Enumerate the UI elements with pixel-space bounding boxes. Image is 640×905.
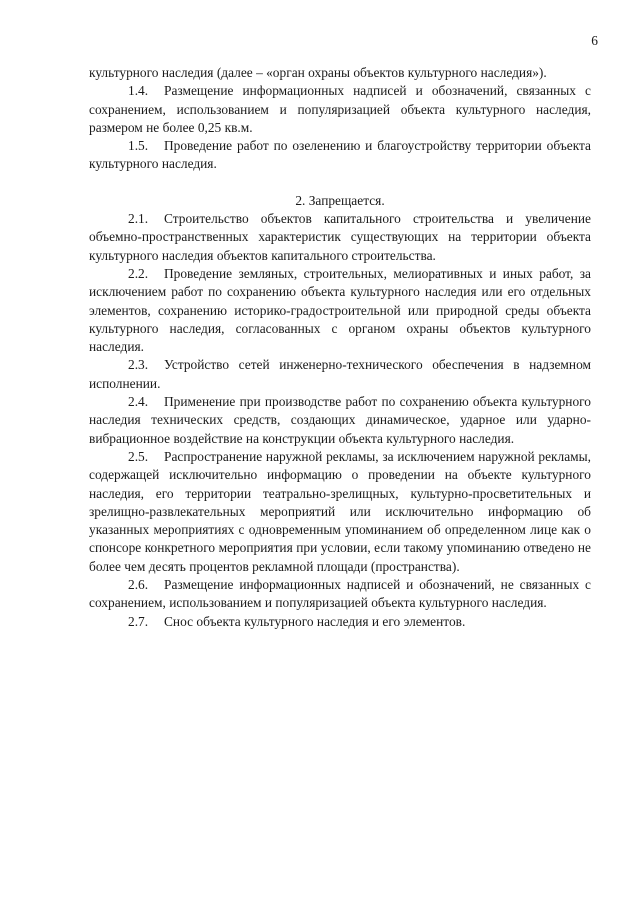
clause-2-2 [89,265,591,356]
clause-number: 2.1. [128,211,149,227]
clause-number: 1.5. [128,138,149,154]
clause-text: Применение при производстве работ по сохранению объекта культурного наследия технических средств, создающих динамическое, ударное или ударно-вибрационное воздействие на конструкции объекта культурного наследия. [89,394,591,446]
section-2-heading: 2. Запрещается. [295,192,385,208]
clause-number: 1.4. [128,83,149,99]
clause-number: 2.2. [128,265,149,281]
clause-2-3 [89,356,591,393]
clause-text: Проведение работ по озеленению и благоустройству территории объекта культурного наследия. [89,138,591,172]
clause-text: Снос объекта культурного наследия и его элементов. [164,613,466,629]
clause-2-5 [89,448,591,576]
clause-number: 2.4. [128,394,149,410]
clause-text: Распространение наружной рекламы, за исключением наружной рекламы, содержащей исключительно информацию о проведении на объекте культурного наследия, его территории театрально-зрелищных, культурно-просветительных и зрелищно-развлекательных мероприятий или исключительно информацию об указанных мероприятиях с одновременным упоминанием об определенном лице как о спонсоре конкретного мероприятия при условии, если такому упоминанию отведено не более чем десять процентов рекламной площади (пространства). [89,448,591,574]
clause-2-1 [89,210,591,265]
clause-text: Проведение земляных, строительных, мелиоративных и иных работ, за исключением работ по сохранению объекта культурного наследия или его отдельных элементов, сохранению историко-градостроительной или природной среды объекта культурного наследия, согласованных с органом охраны объектов культурного наследия. [89,265,591,355]
clause-2-4 [89,393,591,448]
clause-number: 2.3. [128,357,149,373]
clause-text: Устройство сетей инженерно-технического обеспечения в надземном исполнении. [89,357,591,391]
clause-text: Размещение информационных надписей и обозначений, связанных с сохранением, использованием и популяризацией объекта культурного наследия, размером не более 0,25 кв.м. [89,83,591,135]
clause-2-6 [89,576,591,613]
clause-text: Размещение информационных надписей и обозначений, не связанных с сохранением, использованием и популяризацией объекта культурного наследия. [89,577,591,611]
document-body [89,64,591,631]
clause-text: Строительство объектов капитального строительства и увеличение объемно-пространственных характеристик существующих на территории объекта культурного наследия объектов капитального строительства. [89,211,591,263]
clause-number: 2.5. [128,448,149,464]
clause-2-7 [89,613,591,631]
clause-1-5 [89,137,591,174]
page-number: 6 [591,33,598,48]
clause-number: 2.7. [128,613,149,629]
intro-paragraph: культурного наследия (далее – «орган охраны объектов культурного наследия»). [89,65,547,80]
clause-number: 2.6. [128,577,149,593]
clause-1-4 [89,82,591,137]
